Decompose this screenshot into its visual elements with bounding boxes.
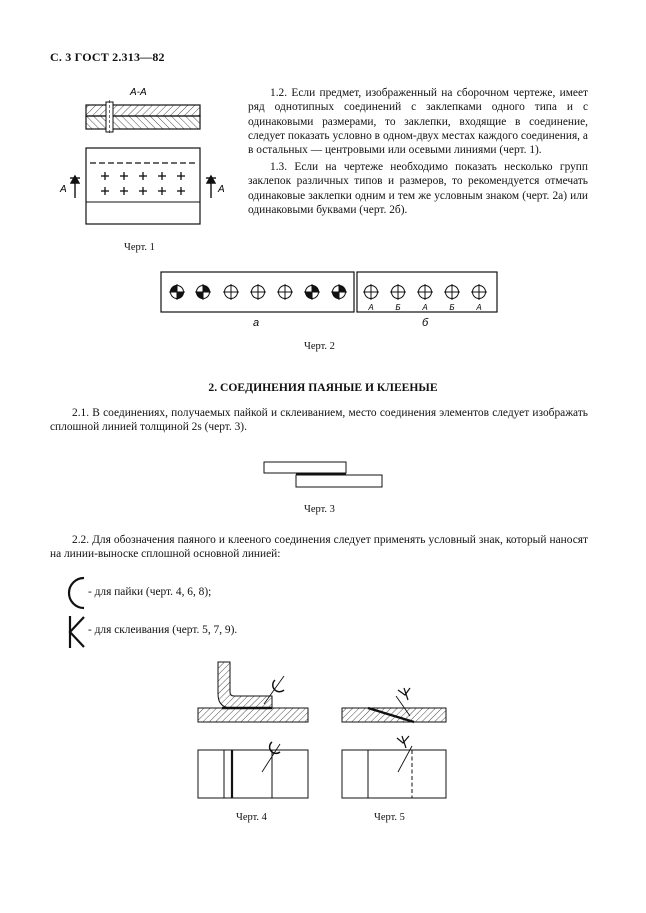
figure-1-drawing xyxy=(50,80,240,230)
figure-2-drawing xyxy=(150,268,510,334)
rivet-letter: А xyxy=(368,303,374,312)
rivet-letter: Б xyxy=(395,303,401,312)
figure-3-drawing xyxy=(258,458,388,494)
arrow-letter-right: А xyxy=(218,184,225,195)
paragraph-2-1: 2.1. В соединениях, получаемых пайкой и склеиванием, место соединения элементов следует изображать сплошной линией толщиной 2s (черт. 3). xyxy=(50,407,588,434)
rivet-letter: А xyxy=(422,303,428,312)
figure-4-caption: Черт. 4 xyxy=(236,812,267,823)
section-label: А-А xyxy=(130,87,147,98)
figure-2-caption: Черт. 2 xyxy=(304,341,335,352)
base-plate xyxy=(198,708,308,722)
paragraph-1-2: 1.2. Если предмет, изображенный на сборочном чертеже, имеет ряд однотипных соединений с заклепками одного типа и с одинаковыми размерами, то заклепки, входящие в соединение, следует показать условно в одном-двух местах каждого соединения, а в остальных — центровыми или осевыми линиями (черт. 1). xyxy=(248,87,588,157)
figure-4-drawing xyxy=(192,656,342,802)
page-header: С. 3 ГОСТ 2.313—82 xyxy=(50,50,165,64)
lower-plate xyxy=(296,475,382,487)
plan-view-outline xyxy=(342,750,446,798)
figure-2-label-b: б xyxy=(422,317,429,329)
rivet-letter: Б xyxy=(449,303,455,312)
plan-view-outline xyxy=(86,148,200,224)
paragraph-2-2: 2.2. Для обозначения паяного и клееного соединения следует применять условный знак, который наносят на линии-выноске сплошной основной линией: xyxy=(50,534,588,561)
figure-5-caption: Черт. 5 xyxy=(374,812,405,823)
figure-1-caption: Черт. 1 xyxy=(124,242,155,253)
plan-view-outline xyxy=(198,750,308,798)
rivet-symbols-b xyxy=(363,284,487,300)
section-arrow-left xyxy=(70,176,80,198)
section-2-title: 2. СОЕДИНЕНИЯ ПАЯНЫЕ И КЛЕЕНЫЕ xyxy=(208,381,438,394)
solder-symbol-text: - для пайки (черт. 4, 6, 8); xyxy=(88,586,212,598)
arrow-letter-left: А xyxy=(60,184,67,195)
rivet-symbols-a xyxy=(169,284,347,300)
glue-mark-icon xyxy=(398,688,410,700)
figure-5-drawing xyxy=(340,676,450,802)
rivet-letter: А xyxy=(476,303,482,312)
section-plate-top xyxy=(86,105,200,116)
figure-3-caption: Черт. 3 xyxy=(304,504,335,515)
upper-plate xyxy=(264,462,346,473)
paragraph-1-3: 1.3. Если на чертеже необходимо показать несколько групп заклепок различных типов и размеров, то рекомендуется отмечать одинаковые заклепки одним и тем же условным знаком (черт. 2а) или одинаковыми буквами (черт. 2б). xyxy=(248,161,588,216)
solder-mark-icon xyxy=(273,680,284,692)
bent-angle xyxy=(218,662,272,708)
rivet-letters xyxy=(367,303,481,312)
section-plate-bottom xyxy=(86,116,200,129)
figure-2-label-a: а xyxy=(253,317,260,329)
glue-symbol-text: - для склеивания (черт. 5, 7, 9). xyxy=(88,624,238,636)
rivet-marks xyxy=(101,172,185,195)
section-arrow-right xyxy=(206,176,216,198)
